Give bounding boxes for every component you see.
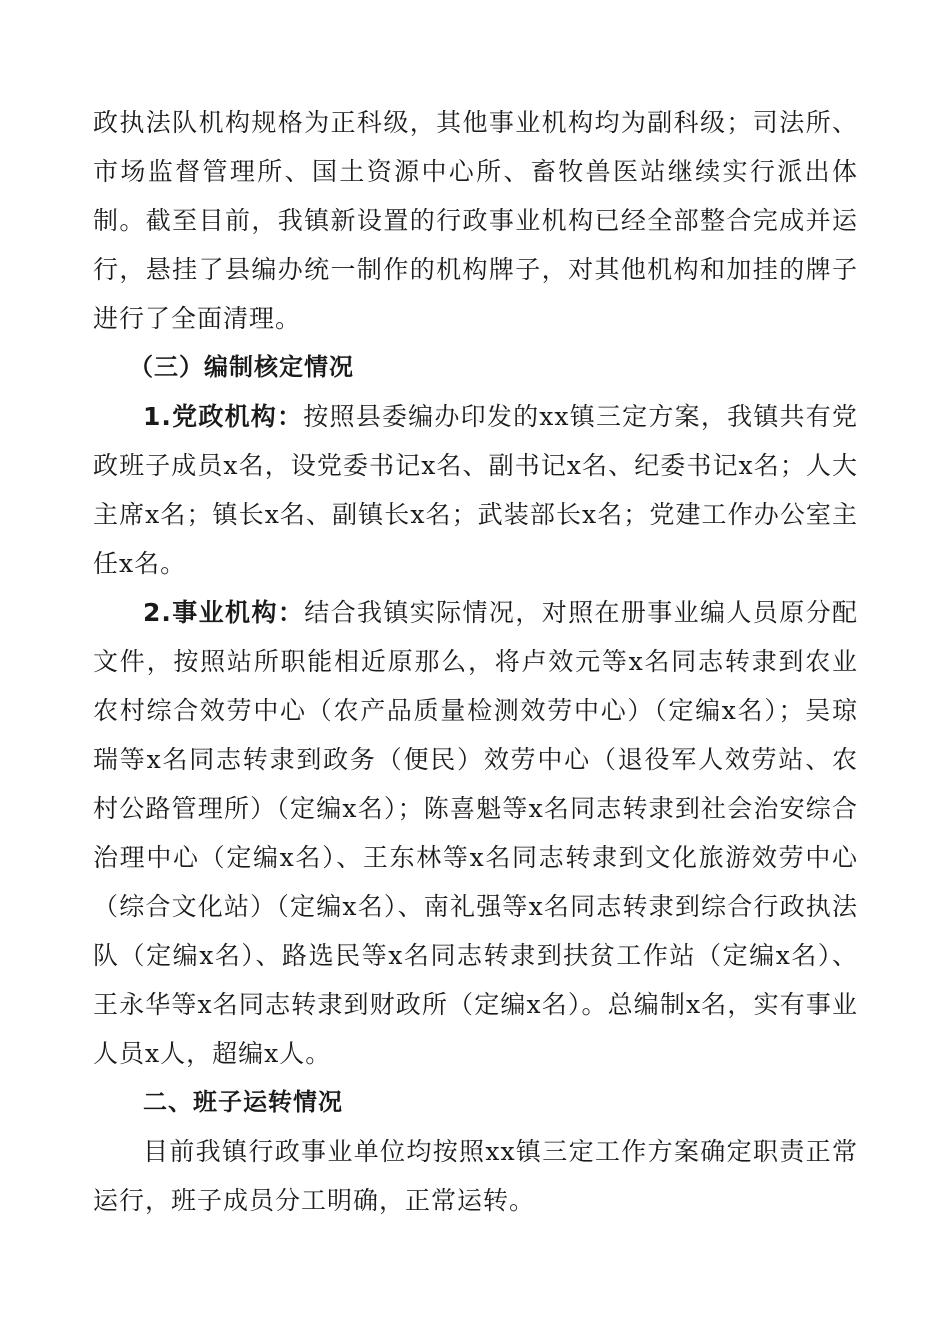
item-institutions-text: 结合我镇实际情况，对照在册事业编人员原分配文件，按照站所职能相近原那么，将卢效元等x名同志转隶到农业农村综合效劳中心（农产品质量检测效劳中心）（定编x名）；吴琼瑞等x名同志转隶到政务（便民）效劳中心（退役军人效劳站、农村公路管理所）（定编x名）；陈喜魁等x名同志转隶到社会治安综合治理中心（定编x名）、王东林等x名同志转隶到文化旅游效劳中心（综合文化站）（定编x名）、南礼强等x名同志转隶到综合行政执法队（定编x名）、路选民等x名同志转隶到扶贫工作站（定编x名）、王永华等x名同志转隶到财政所（定编x名）。总编制x名，实有事业人员x人，超编x人。 (93, 598, 858, 1068)
item-institutions (93, 588, 858, 1078)
item-party-government-lead: 1.党政机构： (143, 402, 304, 431)
item-party-government-text: 按照县委编办印发的xx镇三定方案，我镇共有党政班子成员x名，设党委书记x名、副书记x名、纪委书记x名；人大主席x名；镇长x名、副镇长x名；武装部长x名；党建工作办公室主任x名。 (93, 402, 858, 578)
section-heading-2: 二、班子运转情况 (143, 1088, 343, 1116)
paragraph-continuation: 政执法队机构规格为正科级，其他事业机构均为副科级；司法所、市场监督管理所、国土资源中心所、畜牧兽医站继续实行派出体制。截至目前，我镇新设置的行政事业机构已经全部整合完成并运行，悬挂了县编办统一制作的机构牌子，对其他机构和加挂的牌子进行了全面清理。 (93, 108, 858, 333)
item-party-government (93, 392, 858, 588)
item-institutions-lead: 2.事业机构： (143, 598, 305, 627)
document-body (93, 98, 858, 1225)
section-heading-3: （三）编制核定情况 (129, 353, 354, 381)
paragraph-operation: 目前我镇行政事业单位均按照xx镇三定工作方案确定职责正常运行，班子成员分工明确，正常运转。 (93, 1137, 858, 1215)
